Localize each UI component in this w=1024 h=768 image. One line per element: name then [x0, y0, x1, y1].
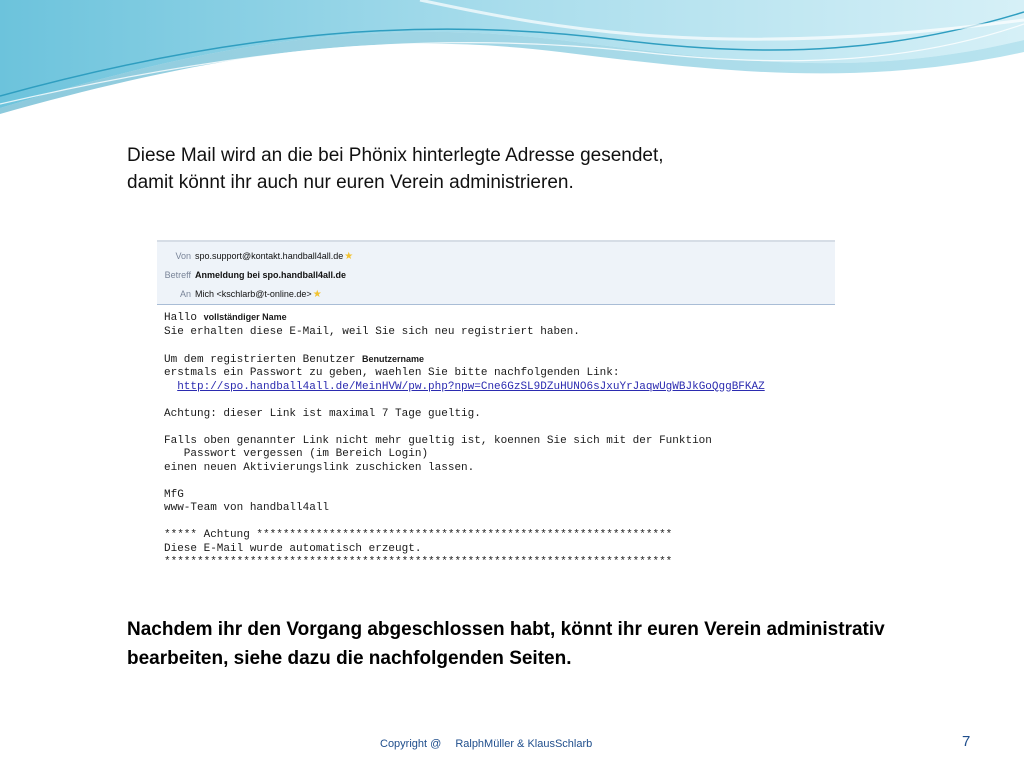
outro-line-2: bearbeiten, siehe dazu die nachfolgenden Seiten. [127, 648, 572, 669]
username-overlay: Benutzername [362, 353, 425, 364]
name-overlay: vollständiger Name [203, 312, 287, 322]
user-line: Um dem registrierten Benutzer [164, 353, 363, 366]
activation-link[interactable]: http://spo.handball4all.de/MeinHVW/pw.php?npw=Cne6GzSL9DZuHUNO6sJxuYrJaqwUgWBJkGoQggBFKAZ [177, 380, 765, 393]
signature-line-1: MfG [164, 488, 184, 501]
slide-footer [380, 738, 592, 750]
email-header [157, 240, 835, 305]
email-screenshot [157, 240, 835, 576]
reason-line: Sie erhalten diese E-Mail, weil Sie sich neu registriert haben. [164, 325, 580, 338]
from-value[interactable]: spo.support@kontakt.handball4all.de [195, 251, 344, 261]
email-body [157, 305, 835, 570]
email-from-row [157, 249, 353, 263]
star-icon: ★ [344, 251, 354, 262]
greeting: Hallo [164, 312, 204, 324]
intro-line-1: Diese Mail wird an die bei Phönix hinterlegte Adresse gesendet, [127, 145, 664, 166]
star-icon: ★ [312, 289, 322, 300]
footer-authors: RalphMüller & KlausSchlarb [455, 738, 593, 750]
fallback-line-1: Falls oben genannter Link nicht mehr gueltig ist, koennen Sie sich mit der Funktion [164, 434, 712, 447]
intro-line-2: damit könnt ihr auch nur euren Verein administrieren. [127, 172, 574, 193]
email-subject-row [157, 268, 346, 282]
page-number: 7 [962, 733, 971, 750]
email-to-row [157, 287, 322, 301]
notice-line-3: ***************************************************************************** [164, 556, 673, 568]
password-line: erstmals ein Passwort zu geben, waehlen Sie bitte nachfolgenden Link: [164, 367, 620, 379]
subject-label: Betreff [164, 270, 191, 280]
fallback-line-2: Passwort vergessen (im Bereich Login) [164, 448, 429, 460]
intro-text [127, 142, 927, 196]
decorative-wave-header [0, 0, 1024, 120]
subject-value: Anmeldung bei spo.handball4all.de [195, 270, 347, 280]
outro-text [127, 615, 987, 673]
notice-line-2: Diese E-Mail wurde automatisch erzeugt. [164, 542, 422, 555]
footer-copyright: Copyright @ [380, 738, 442, 750]
signature-line-2: www-Team von handball4all [164, 502, 330, 514]
to-label: An [179, 289, 191, 299]
fallback-line-3: einen neuen Aktivierungslink zuschicken lassen. [164, 461, 475, 474]
validity-line: Achtung: dieser Link ist maximal 7 Tage gueltig. [164, 407, 481, 420]
from-label: Von [175, 251, 191, 261]
notice-line-1: ***** Achtung *************************************************************** [164, 529, 673, 541]
outro-line-1: Nachdem ihr den Vorgang abgeschlossen habt, könnt ihr euren Verein administrativ [127, 619, 885, 640]
to-value[interactable]: Mich <kschlarb@t-online.de> [195, 289, 312, 299]
